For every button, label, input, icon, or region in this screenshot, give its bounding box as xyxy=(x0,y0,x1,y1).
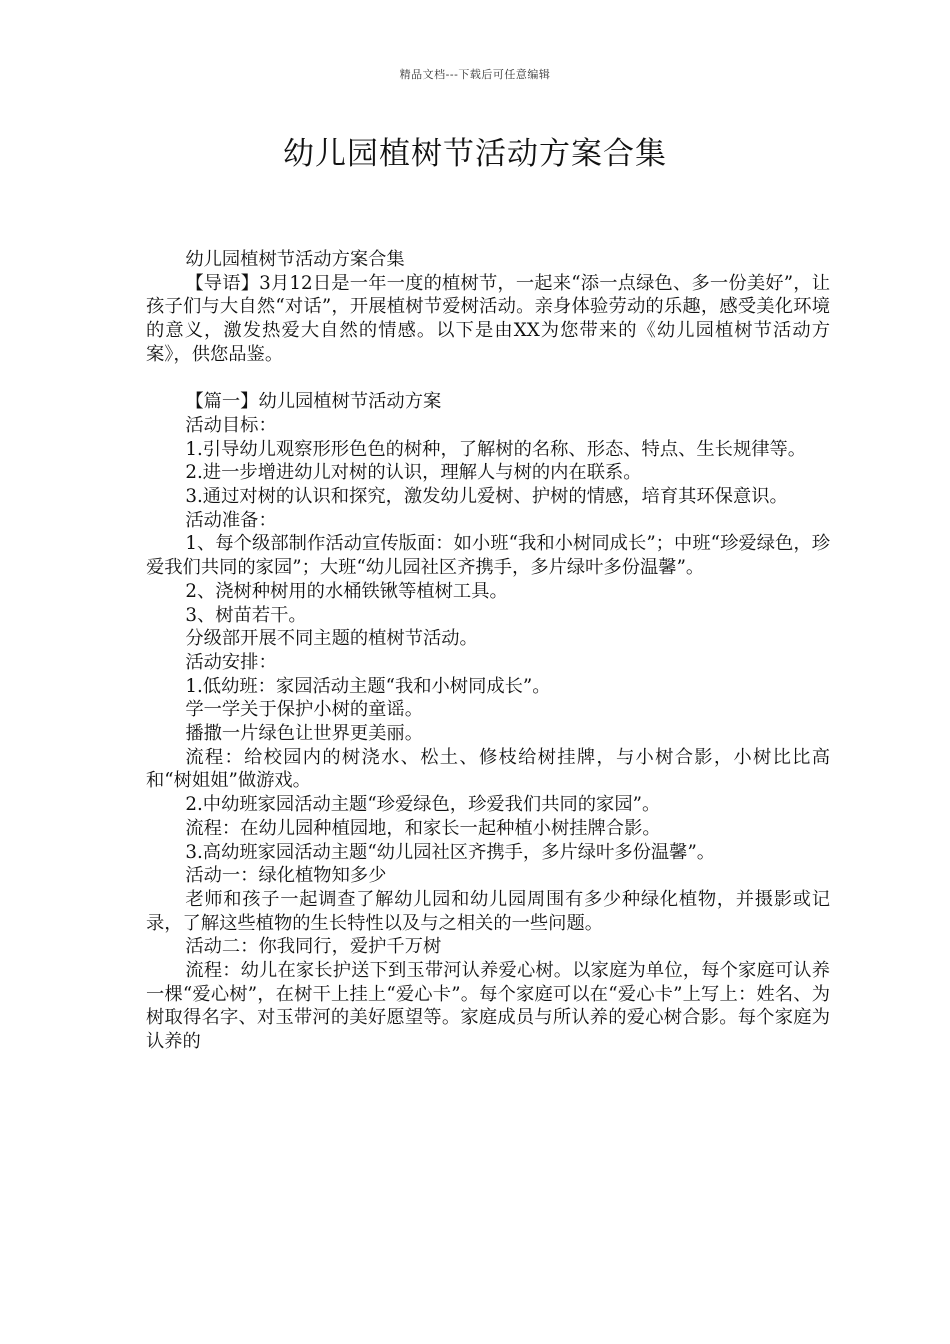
body-paragraph: 2.中幼班家园活动主题“珍爱绿色，珍爱我们共同的家园”。 xyxy=(185,794,661,816)
body-paragraph: 1.引导幼儿观察形形色色的树种，了解树的名称、形态、特点、生长规律等。 xyxy=(185,438,807,460)
body-paragraph: 1、每个级部制作活动宣传版面：如小班“我和小树同成长”；中班“珍爱绿色，珍爱我们共同的家园”；大班“幼儿园社区齐携手，多片绿叶多份温馨”。 xyxy=(146,533,830,579)
header-note: 精品文档---下载后可任意编辑 xyxy=(399,68,551,81)
body-paragraph: 2.进一步增进幼儿对树的认识，理解人与树的内在联系。 xyxy=(185,462,642,484)
body-paragraph: 活动二：你我同行，爱护千万树 xyxy=(185,936,442,958)
body-paragraph: 2、浇树种树用的水桶铁锹等植树工具。 xyxy=(185,580,508,602)
document-title: 幼儿园植树节活动方案合集 xyxy=(283,136,667,172)
body-paragraph: 3.高幼班家园活动主题“幼儿园社区齐携手，多片绿叶多份温馨”。 xyxy=(185,841,716,863)
body-paragraph-intro: 【导语】3月12日是一年一度的植树节，一起来“添一点绿色、多一份美好”，让孩子们与大自然“对话”，开展植树节爱树活动。亲身体验劳动的乐趣，感受美化环境的意义，激发热爱大自然的情感。以下是由XX为您带来的《幼儿园植树节活动方案》，供您品鉴。 xyxy=(146,272,830,365)
body-paragraph: 活动目标： xyxy=(185,414,277,436)
body-paragraph: 流程：在幼儿园种植园地，和家长一起种植小树挂牌合影。 xyxy=(185,817,661,839)
body-paragraph: 流程：幼儿在家长护送下到玉带河认养爱心树。以家庭为单位，每个家庭可认养一棵“爱心树”，在树干上挂上“爱心卡”。每个家庭可以在“爱心卡”上写上：姓名、为树取得名字、对玉带河的美好愿望等。家庭成员与所认养的爱心树合影。每个家庭为认养的 xyxy=(146,960,830,1053)
body-paragraph: 1.低幼班：家园活动主题“我和小树同成长”。 xyxy=(185,675,551,697)
body-paragraph: 分级部开展不同主题的植树节活动。 xyxy=(185,628,478,650)
document-body xyxy=(146,248,830,1054)
body-paragraph: 播撒一片绿色让世界更美丽。 xyxy=(185,723,423,745)
body-paragraph: 3.通过对树的认识和探究，激发幼儿爱树、护树的情感，培育其环保意识。 xyxy=(185,486,788,508)
body-paragraph: 活动准备： xyxy=(185,509,277,531)
body-paragraph-subtitle: 幼儿园植树节活动方案合集 xyxy=(185,249,405,270)
section-heading: 【篇一】幼儿园植树节活动方案 xyxy=(185,391,442,413)
body-paragraph: 活动一：绿化植物知多少 xyxy=(185,865,387,887)
body-paragraph: 老师和孩子一起调查了解幼儿园和幼儿园周围有多少种绿化植物，并摄影或记录，了解这些植物的生长特性以及与之相关的一些问题。 xyxy=(146,888,830,934)
body-paragraph: 学一学关于保护小树的童谣。 xyxy=(185,699,423,721)
body-paragraph: 活动安排： xyxy=(185,651,277,673)
body-paragraph: 3、树苗若干。 xyxy=(185,604,307,626)
body-paragraph: 流程：给校园内的树浇水、松土、修枝给树挂牌，与小树合影，小树比比高和“树姐姐”做游戏。 xyxy=(146,746,830,792)
